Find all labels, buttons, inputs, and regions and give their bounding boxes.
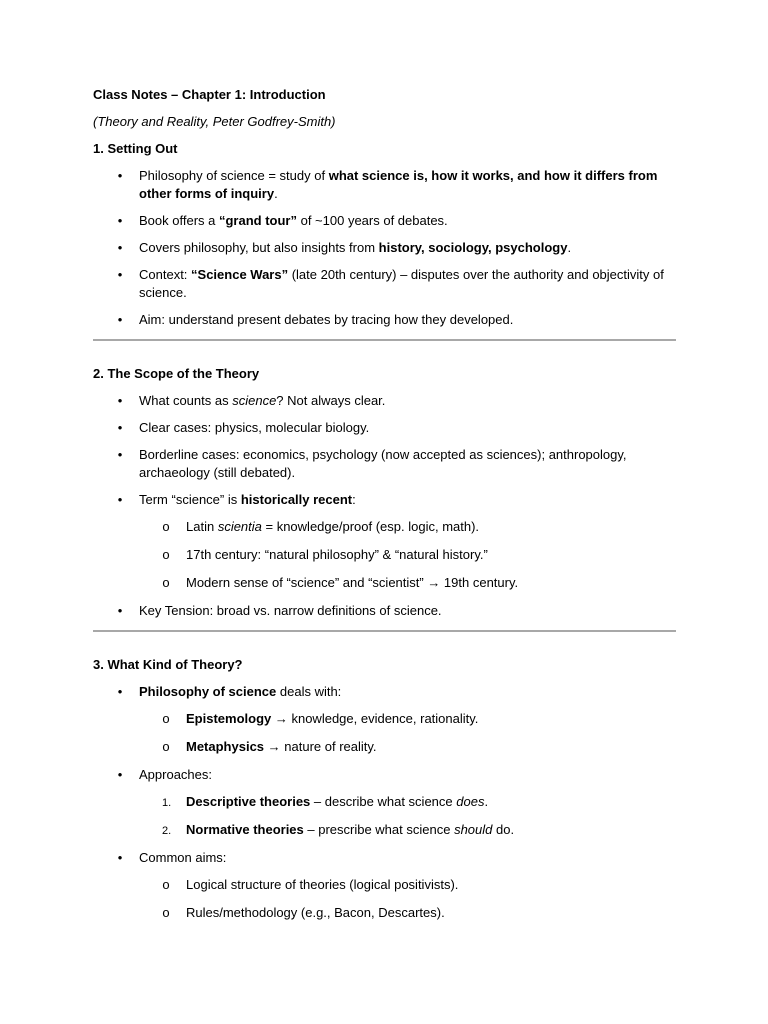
sub-list-item: o Metaphysics → nature of reality. — [93, 738, 676, 756]
sub-list-item: o Logical structure of theories (logical positivists). — [93, 876, 676, 894]
list-item: • Context: “Science Wars” (late 20th century) – disputes over the authority and objectivity of science. — [93, 266, 676, 302]
bullet-marker: • — [117, 240, 123, 255]
section2-list — [93, 392, 676, 620]
list-item: • Key Tension: broad vs. narrow definitions of science. — [93, 602, 676, 620]
sub-bullet-marker: o — [162, 547, 170, 562]
list-item: • Covers philosophy, but also insights from history, sociology, psychology. — [93, 239, 676, 257]
list-item: • Book offers a “grand tour” of ~100 years of debates. — [93, 212, 676, 230]
list-item: • Approaches: — [93, 766, 676, 784]
document-page — [93, 86, 676, 932]
list-item: • Philosophy of science deals with: — [93, 683, 676, 701]
list-item: • Common aims: — [93, 849, 676, 867]
section-heading-setting-out: 1. Setting Out — [93, 141, 178, 156]
bullet-marker: • — [117, 312, 123, 327]
list-item: • What counts as science? Not always clear. — [93, 392, 676, 410]
bullet-marker: • — [117, 168, 123, 183]
numbered-list-item: 2. Normative theories – prescribe what science should do. — [93, 821, 676, 839]
section-divider — [93, 630, 676, 632]
sub-bullet-marker: o — [162, 711, 170, 726]
bullet-marker: • — [117, 767, 123, 782]
bullet-marker: • — [117, 447, 123, 462]
list-item: • Clear cases: physics, molecular biology. — [93, 419, 676, 437]
sub-bullet-marker: o — [162, 905, 170, 920]
bullet-marker: • — [117, 492, 123, 507]
bullet-marker: • — [117, 213, 123, 228]
section-divider — [93, 339, 676, 341]
sub-bullet-marker: o — [162, 739, 170, 754]
sub-list-item: o Rules/methodology (e.g., Bacon, Descartes). — [93, 904, 676, 922]
sub-bullet-marker: o — [162, 519, 170, 534]
sub-list-item: o 17th century: “natural philosophy” & “natural history.” — [93, 546, 676, 564]
list-item: • Aim: understand present debates by tracing how they developed. — [93, 311, 676, 329]
sub-list-item: o Modern sense of “science” and “scientist” → 19th century. — [93, 574, 676, 592]
section3-list — [93, 683, 676, 922]
sub-list-item: o Latin scientia = knowledge/proof (esp. logic, math). — [93, 518, 676, 536]
sub-list-item: o Epistemology → knowledge, evidence, rationality. — [93, 710, 676, 728]
bullet-marker: • — [117, 850, 123, 865]
sub-bullet-marker: o — [162, 575, 170, 590]
bullet-marker: • — [117, 684, 123, 699]
section-heading-kind-of-theory: 3. What Kind of Theory? — [93, 657, 243, 672]
numbered-list-item: 1. Descriptive theories – describe what science does. — [93, 793, 676, 811]
bullet-marker: • — [117, 393, 123, 408]
document-title: Class Notes – Chapter 1: Introduction — [93, 87, 326, 102]
list-item: • Philosophy of science = study of what science is, how it works, and how it differs from other forms of inquiry. — [93, 167, 676, 203]
bullet-marker: • — [117, 603, 123, 618]
document-subtitle: (Theory and Reality, Peter Godfrey-Smith) — [93, 114, 336, 129]
bullet-marker: • — [117, 267, 123, 282]
section1-list — [93, 167, 676, 329]
bullet-marker: • — [117, 420, 123, 435]
list-number: 1. — [162, 797, 172, 809]
list-item: • Borderline cases: economics, psychology (now accepted as sciences); anthropology, archaeology (still debated). — [93, 446, 676, 482]
sub-bullet-marker: o — [162, 877, 170, 892]
section-heading-scope: 2. The Scope of the Theory — [93, 366, 260, 381]
list-number: 2. — [162, 825, 172, 837]
list-item: • Term “science” is historically recent: — [93, 491, 676, 509]
